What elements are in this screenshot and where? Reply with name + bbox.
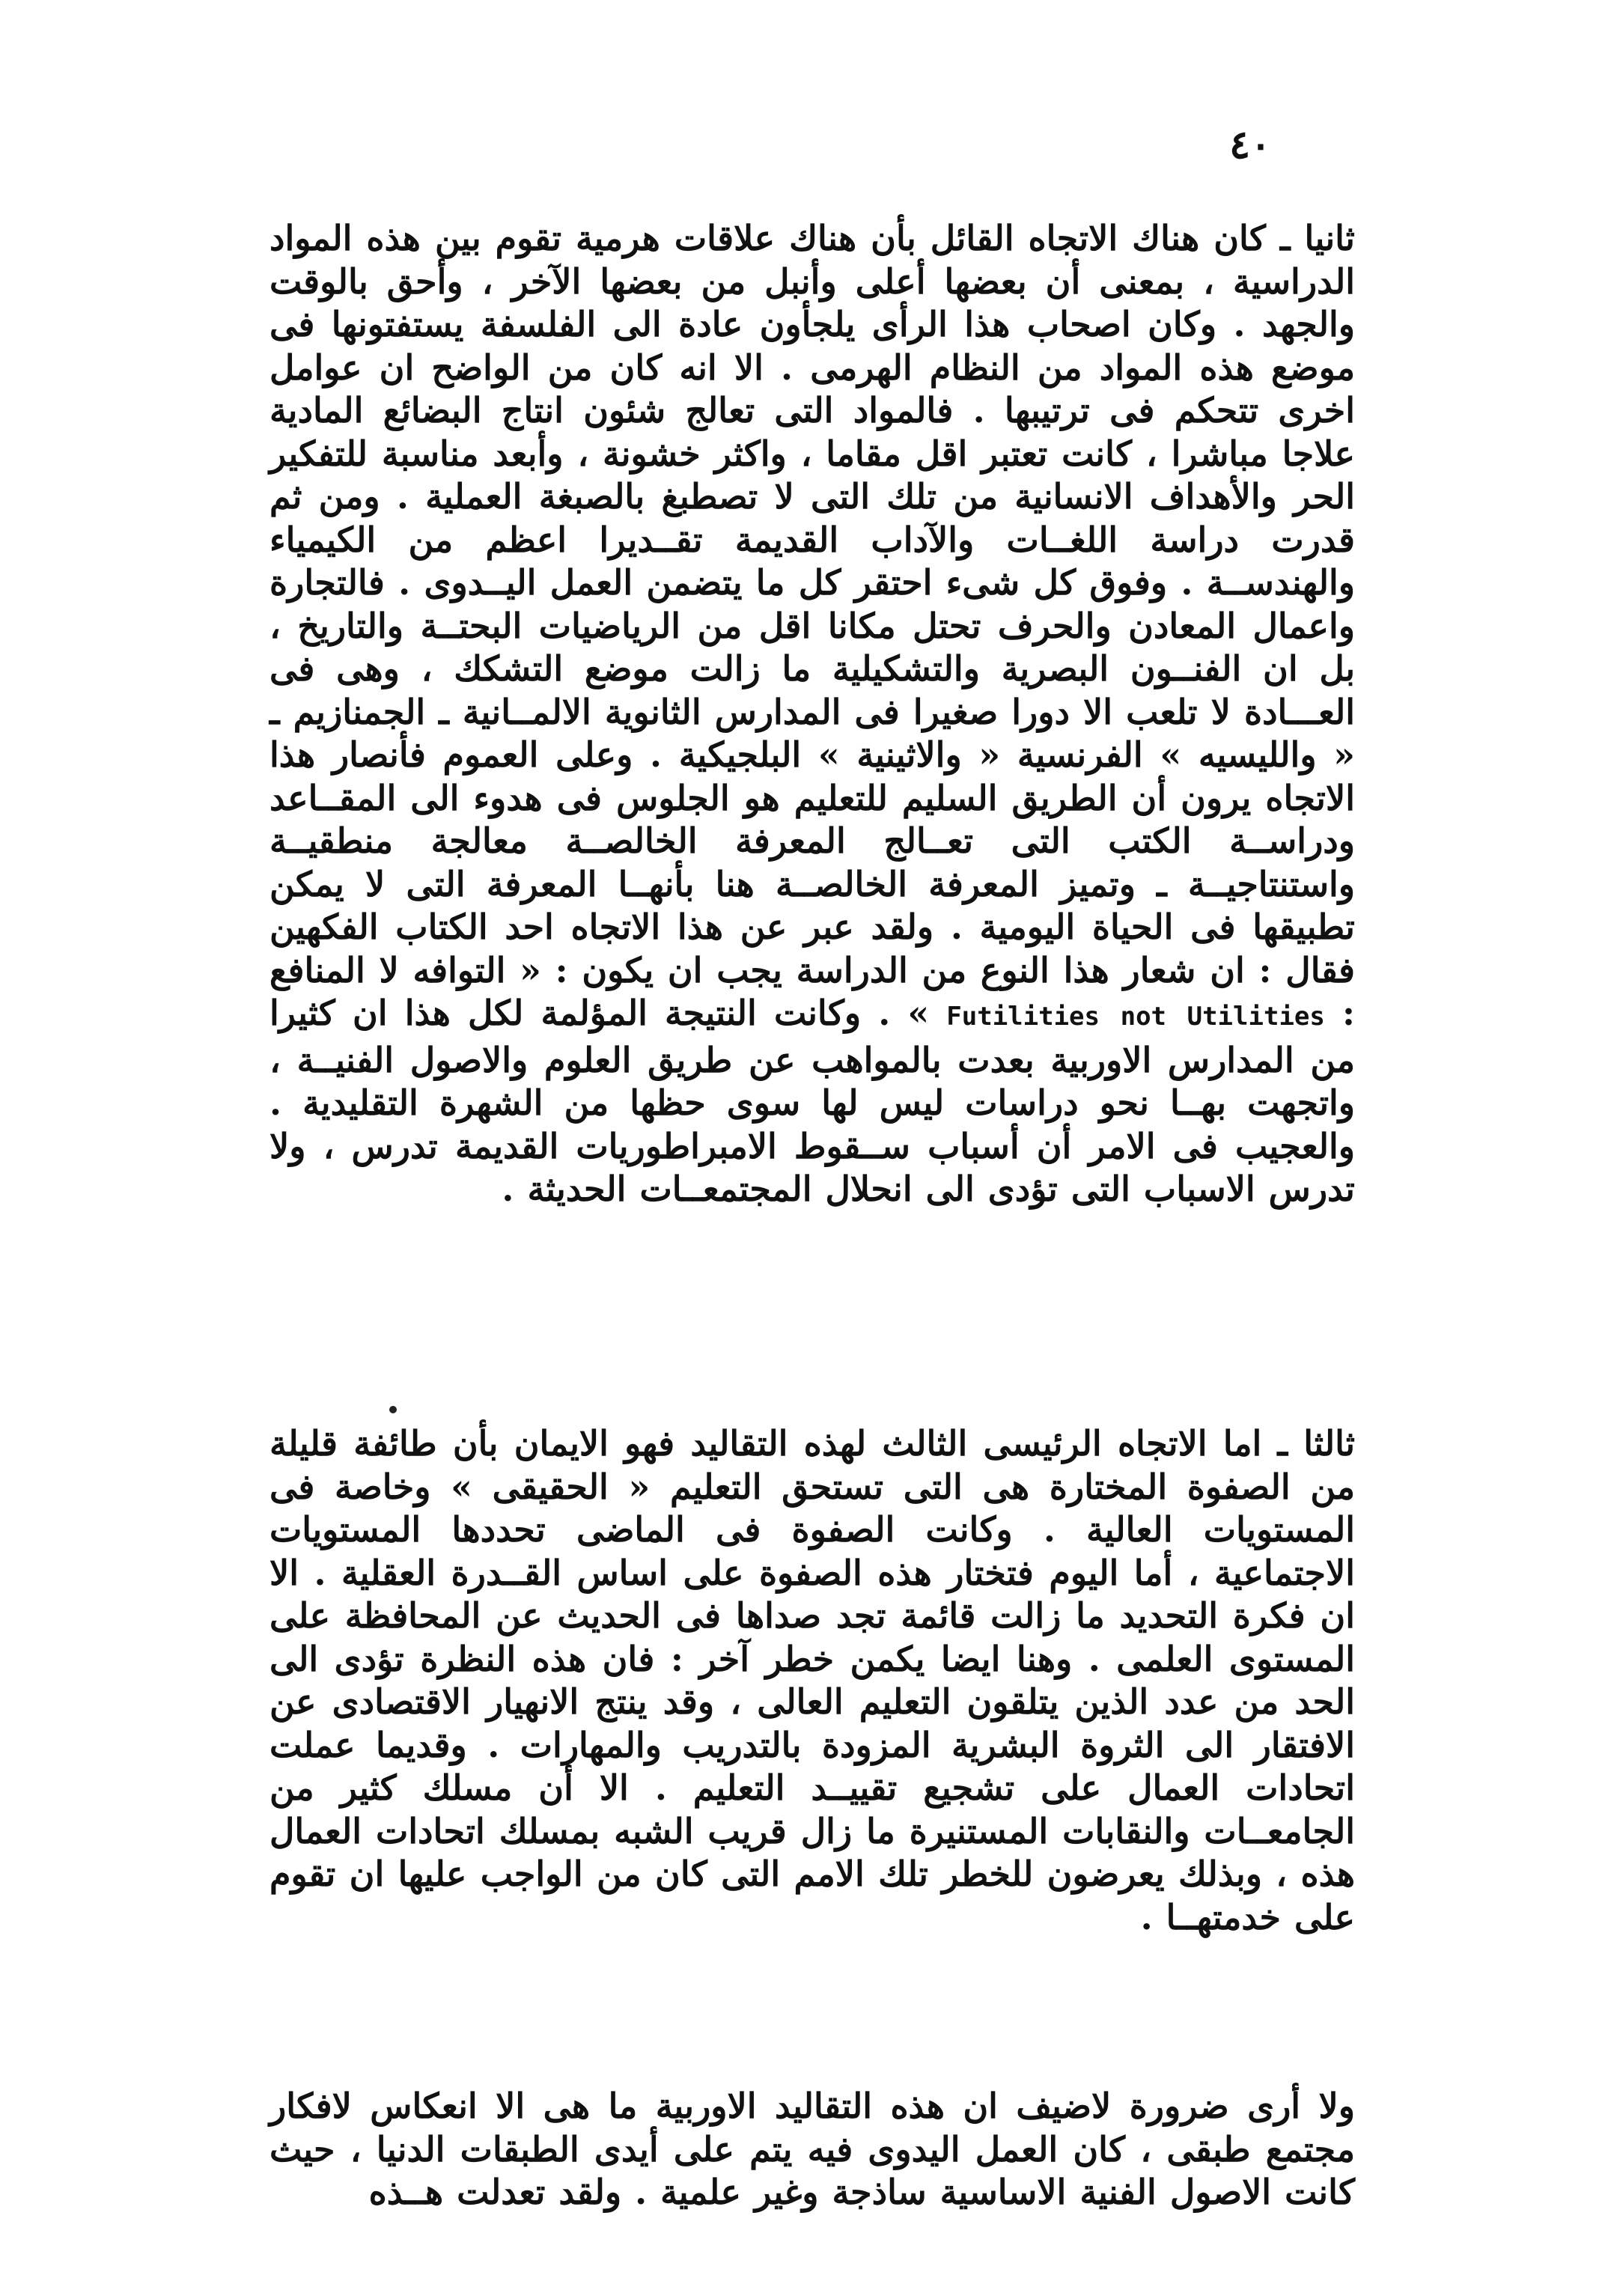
page-number: ٤٠ (1229, 122, 1271, 168)
paragraph-text: ـ اما الاتجاه الرئيسى الثالث لهذه التقاليد فهو الايمان بأن طائفة قليلة من الصفوة المختارة هى التى تستحق التعليم « الحقيقى » وخاصة فى المستويات العالية . وكانت الصفوة فى الماضى تحددها المستويات الاجتماعية ، أما اليوم فتختار هذه الصفوة على اساس القــدرة العقلية . الا ان فكرة التحديد ما زالت قائمة تجد صداها فى الحديث عن المحافظة على المستوى العلمى . وهنا ايضا يكمن خطر آخر : فان هذه النظرة تؤدى الى الحد من عدد الذين يتلقون التعليم العالى ، وقد ينتج الانهيار الاقتصادى عن الافتقار الى الثروة البشرية المزودة بالتدريب والمهارات . وقديما عملت اتحادات العمال على تشجيع تقييــد التعليم . الا أن مسلك كثير من الجامعــات والنقابات المستنيرة ما زال قريب الشبه بمسلك اتحادات العمال هذه ، وبذلك يعرضون للخطر تلك الامم التى كان من الواجب عليها ان تقوم على خدمتهــا . (269, 1423, 1355, 1937)
paragraph-third-trend (269, 1422, 1355, 1939)
paragraph-lead-word: ثالثا (1303, 1423, 1355, 1464)
paragraph-text: ـ كان هناك الاتجاه القائل بأن هناك علاقات هرمية تقوم بين هذه المواد الدراسية ، بمعنى أن بعضها أعلى وأنبل من بعضها الآخر ، وأحق بالوقت والجهد . وكان اصحاب هذا الرأى يلجأون عادة الى الفلسفة يستفتونها فى موضع هذه المواد من النظام الهرمى . الا انه كان من الواضح ان عوامل اخرى تتحكم فى ترتيبها . فالمواد التى تعالج شئون انتاج البضائع المادية علاجا مباشرا ، كانت تعتبر اقل مقاما ، واكثر خشونة ، وأبعد مناسبة للتفكير الحر والأهداف الانسانية من تلك التى لا تصطبغ بالصبغة العملية . ومن ثم قدرت دراسة اللغــات والآداب القديمة تقــديرا اعظم من الكيمياء والهندســة . وفوق كل شىء احتقر كل ما يتضمن العمل اليــدوى . فالتجارة واعمال المعادن والحرف تحتل مكانا اقل من الرياضيات البحتــة والتاريخ ، بل ان الفنــون البصرية والتشكيلية ما زالت موضع التشكك ، وهى فى العـــادة لا تلعب الا دورا صغيرا فى المدارس الثانوية الالمــانية ـ الجمنازيم ـ « والليسيه » الفرنسية « والاثينية » البلجيكية . وعلى العموم فأنصار هذا الاتجاه يرون أن الطريق السليم للتعليم هو الجلوس فى هدوء الى المقــاعد ودراســة الكتب التى تعــالج المعرفة الخالصــة معالجة منطقيــة واستنتاجيــة ـ وتميز المعرفة الخالصــة هنا بأنهــا المعرفة التى لا يمكن تطبيقها فى الحياة اليومية . ولقد عبر عن هذا الاتجاه احد الكتاب الفكهين فقال : ان شعار هذا النوع من الدراسة يجب ان يكون : « التوافه لا المنافع : (269, 218, 1355, 1033)
paragraph-second-trend (269, 217, 1355, 1211)
paragraph-text: ولا أرى ضرورة لاضيف ان هذه التقاليد الاوربية ما هى الا انعكاس لافكار مجتمع طبقى ، كان العمل اليدوى فيه يتم على أيدى الطبقات الدنيا ، حيث كانت الاصول الفنية الاساسية ساذجة وغير علمية . ولقد تعدلت هــذه (269, 2086, 1355, 2212)
paragraph-text-continued: » . وكانت النتيجة المؤلمة لكل هذا ان كثيرا من المدارس الاوربية بعدت بالمواهب عن طريق العلوم والاصول الفنيــة ، واتجهت بهــا نحو دراسات ليس لها سوى حظها من الشهرة التقليدية . والعجيب فى الامر أن أسباب ســقوط الامبراطوريات القديمة تدرس ، ولا تدرس الاسباب التى تؤدى الى انحلال المجتمعــات الحديثة . (269, 993, 1355, 1209)
latin-quote: Futilities not Utilities (946, 1002, 1325, 1032)
paragraph-conclusion (269, 2085, 1355, 2214)
ink-dot-mark (389, 1406, 397, 1413)
paragraph-lead-word: ثانيا (1304, 218, 1355, 258)
